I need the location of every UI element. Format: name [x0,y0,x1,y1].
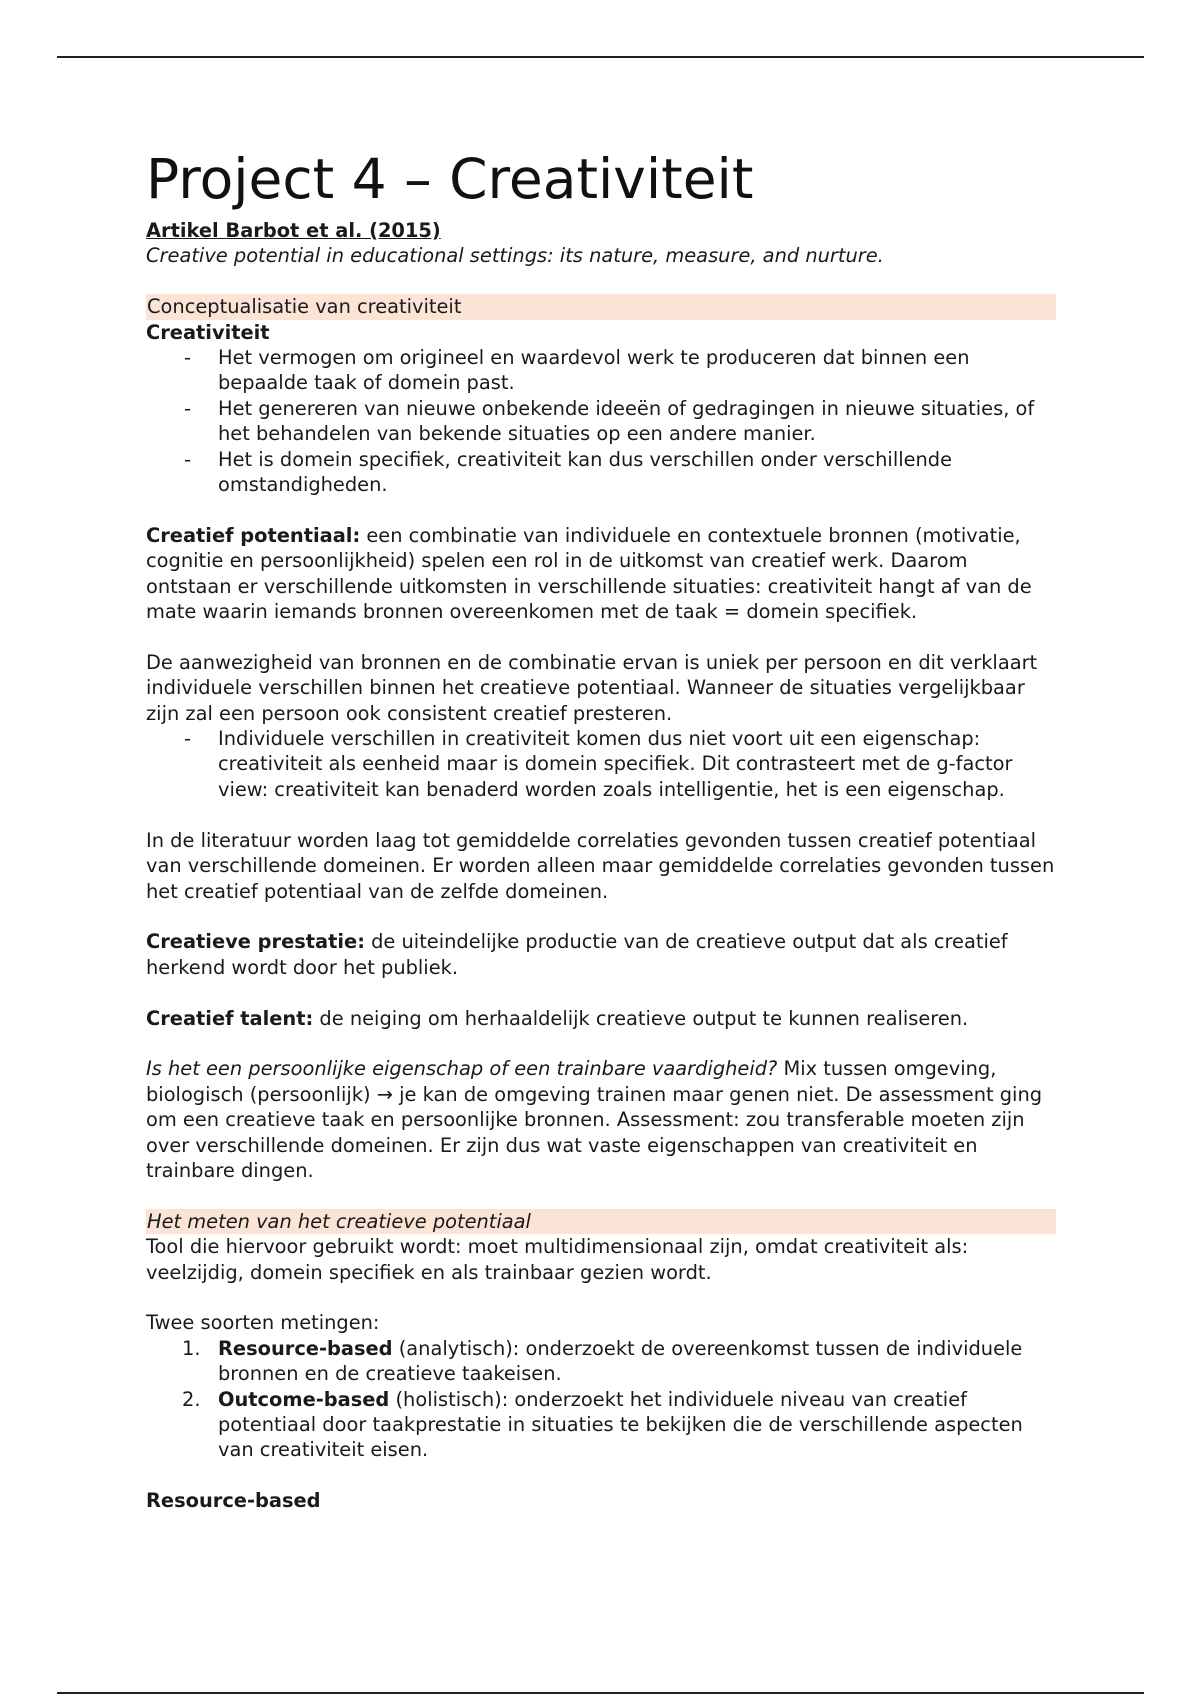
top-rule [57,56,1144,58]
creativiteit-bullet-list [146,345,1056,497]
sub-heading-creativiteit: Creativiteit [146,320,270,344]
article-title: Artikel Barbot et al. (2015) [146,219,441,242]
term-creatief-talent: Creatief talent: [146,1006,314,1030]
list-item: - Het is domein specifiek, creativiteit kan dus verschillen onder verschillende omstandigheden. [146,447,1056,498]
term-outcome-based: Outcome-based [218,1387,390,1411]
term-creatief-potentiaal: Creatief potentiaal: [146,523,361,547]
list-number: 2. [182,1387,201,1411]
list-item: - Individuele verschillen in creativiteit komen dus niet voort uit een eigenschap: creativiteit als eenheid maar is domein specifiek. Dit contrasteert met de g-factor view: creativiteit kan benaderd worden zoals intelligentie, het is een eigenschap. [146,726,1056,802]
bottom-rule [57,1692,1144,1694]
paragraph-literatuur: In de literatuur worden laag tot gemiddelde correlaties gevonden tussen creatief potentiaal van verschillende domeinen. Er worden alleen maar gemiddelde correlaties gevonden tussen het creatief potentiaal van de zelfde domeinen. [146,828,1055,903]
paragraph-aanwezigheid: De aanwezigheid van bronnen en de combinatie ervan is uniek per persoon en dit verklaart individuele verschillen binnen het creatieve potentiaal. Wanneer de situaties vergelijkbaar zijn zal een persoon ook consistent creatief presteren. [146,650,1038,725]
list-item: 1. Resource-based (analytisch): onderzoekt de overeenkomst tussen de individuele bronnen en de creatieve taakeisen. [182,1336,1023,1386]
list-item: - Het genereren van nieuwe onbekende ideeën of gedragingen in nieuwe situaties, of het behandelen van bekende situaties op een andere manier. [146,396,1056,447]
question-italic: Is het een persoonlijke eigenschap of een trainbare vaardigheid? [146,1057,778,1081]
list-intro: Twee soorten metingen: [146,1311,380,1335]
list-item: 2. Outcome-based (holistisch): onderzoekt het individuele niveau van creatief potentiaal door taakprestatie in situaties te bekijken die de verschillende aspecten van creativiteit eisen. [182,1387,1023,1462]
list-item: - Het vermogen om origineel en waardevol werk te produceren dat binnen een bepaalde taak of domein past. [146,345,1056,396]
term-resource-based: Resource-based [218,1336,393,1360]
article-subtitle: Creative potential in educational settings: its nature, measure, and nurture. [146,244,884,268]
section-heading-meten: Het meten van het creatieve potentiaal [146,1209,1056,1234]
aanwezigheid-bullet-list [146,726,1056,802]
sub-heading-resource-based: Resource-based [146,1489,321,1513]
metingen-numbered-list [146,1336,1056,1463]
paragraph-creatief-potentiaal: Creatief potentiaal: een combinatie van individuele en contextuele bronnen (motivatie, cognitie en persoonlijkheid) spelen een rol in de uitkomst van creatief werk. Daarom ontstaan er verschillende uitkomsten in verschillende situaties: creativiteit hangt af van de mate waarin iemands bronnen overeenkomen met de taak = domein specifiek. [146,523,1032,624]
paragraph-creatief-talent: Creatief talent: de neiging om herhaaldelijk creatieve output te kunnen realiseren. [146,1006,969,1030]
document-body [146,140,1056,1514]
paragraph-eigenschap-vraag: Is het een persoonlijke eigenschap of een trainbare vaardigheid? Mix tussen omgeving, biologisch (persoonlijk) → je kan de omgeving trainen maar genen niet. De assessment ging om een creatieve taak en persoonlijke bronnen. Assessment: zou transferable moeten zijn over verschillende domeinen. Er zijn dus wat vaste eigenschappen van creativiteit en trainbare dingen. [146,1057,1043,1182]
paragraph-creatieve-prestatie: Creatieve prestatie: de uiteindelijke productie van de creatieve output dat als creatief herkend wordt door het publiek. [146,930,1008,979]
list-number: 1. [182,1336,201,1360]
section-heading-conceptualisatie: Conceptualisatie van creativiteit [146,294,1056,319]
term-creatieve-prestatie: Creatieve prestatie: [146,930,365,954]
page-title: Project 4 – Creativiteit [146,147,754,211]
paragraph-tool: Tool die hiervoor gebruikt wordt: moet multidimensionaal zijn, omdat creativiteit als: veelzijdig, domein specifiek en als trainbaar gezien wordt. [146,1235,969,1284]
